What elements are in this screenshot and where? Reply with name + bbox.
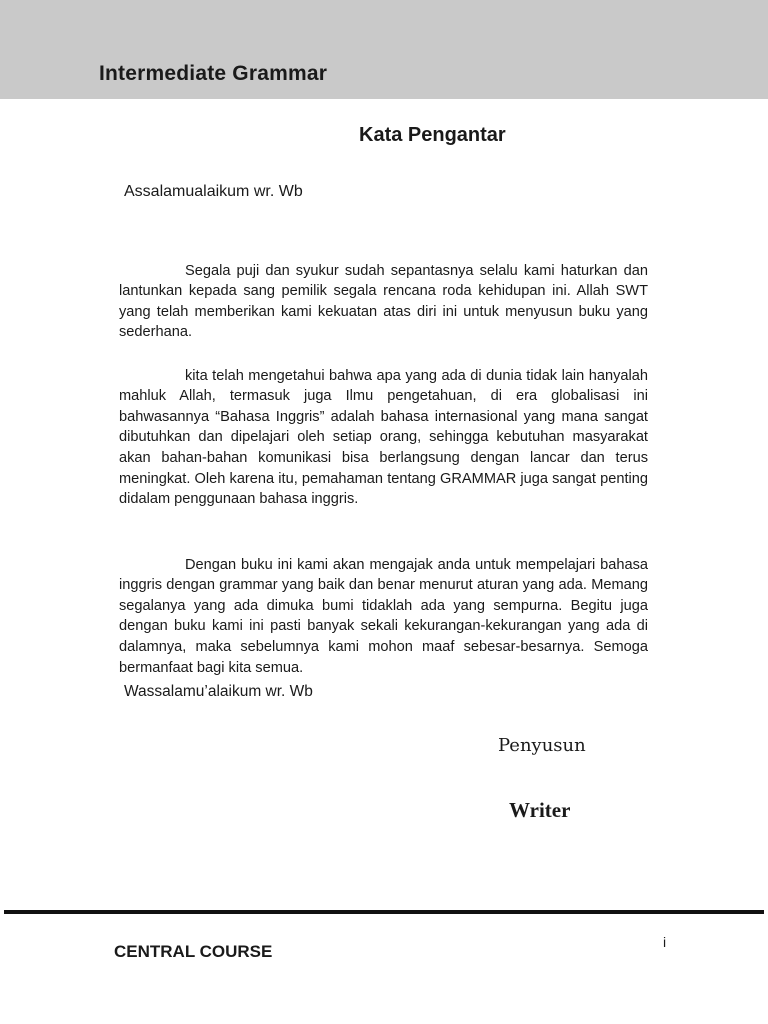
author-name: Writer	[509, 798, 571, 822]
footer-divider	[4, 910, 764, 914]
author-label: Penyusun	[498, 735, 586, 756]
paragraph-2: kita telah mengetahui bahwa apa yang ada di dunia tidak lain hanyalah mahluk Allah, termasuk juga Ilmu pengetahuan, di era globalisasi ini bahwasannya “Bahasa Inggris” adalah bahasa internasional yang mana sangat dibutuhkan dan dipelajari oleh setiap orang, sehingga kebutuhan masyarakat akan bahan-bahan komunikasi bisa berlangsung dengan lancar dan terus meningkat. Oleh karena itu, pemahaman tentang GRAMMAR juga sangat penting didalam penggunaan bahasa inggris.	[119, 367, 648, 508]
header-title: Intermediate Grammar	[99, 62, 328, 85]
document-title: Kata Pengantar	[359, 124, 506, 146]
paragraph-3: Dengan buku ini kami akan mengajak anda untuk mempelajari bahasa inggris dengan grammar yang baik dan benar menurut aturan yang ada. Memang segalanya yang ada dimuka bumi tidaklah ada yang sempurna. Begitu juga dengan buku kami ini pasti banyak sekali kekurangan-kekurangan yang ada di dalamnya, maka sebelumnya kami mohon maaf sebesar-besarnya. Semoga bermanfaat bagi kita semua.	[119, 556, 648, 676]
paragraph-1: Segala puji dan syukur sudah sepantasnya selalu kami haturkan dan lantunkan kepada sang pemilik segala rencana roda kehidupan ini. Allah SWT yang telah memberikan kami kekuatan atas diri ini untuk menyusun buku yang sederhana.	[119, 262, 648, 341]
greeting-text: Assalamualaikum wr. Wb	[124, 183, 303, 200]
page-number: i	[663, 934, 667, 950]
closing-text: Wassalamu’alaikum wr. Wb	[124, 683, 313, 700]
footer-text: CENTRAL COURSE	[114, 942, 273, 961]
